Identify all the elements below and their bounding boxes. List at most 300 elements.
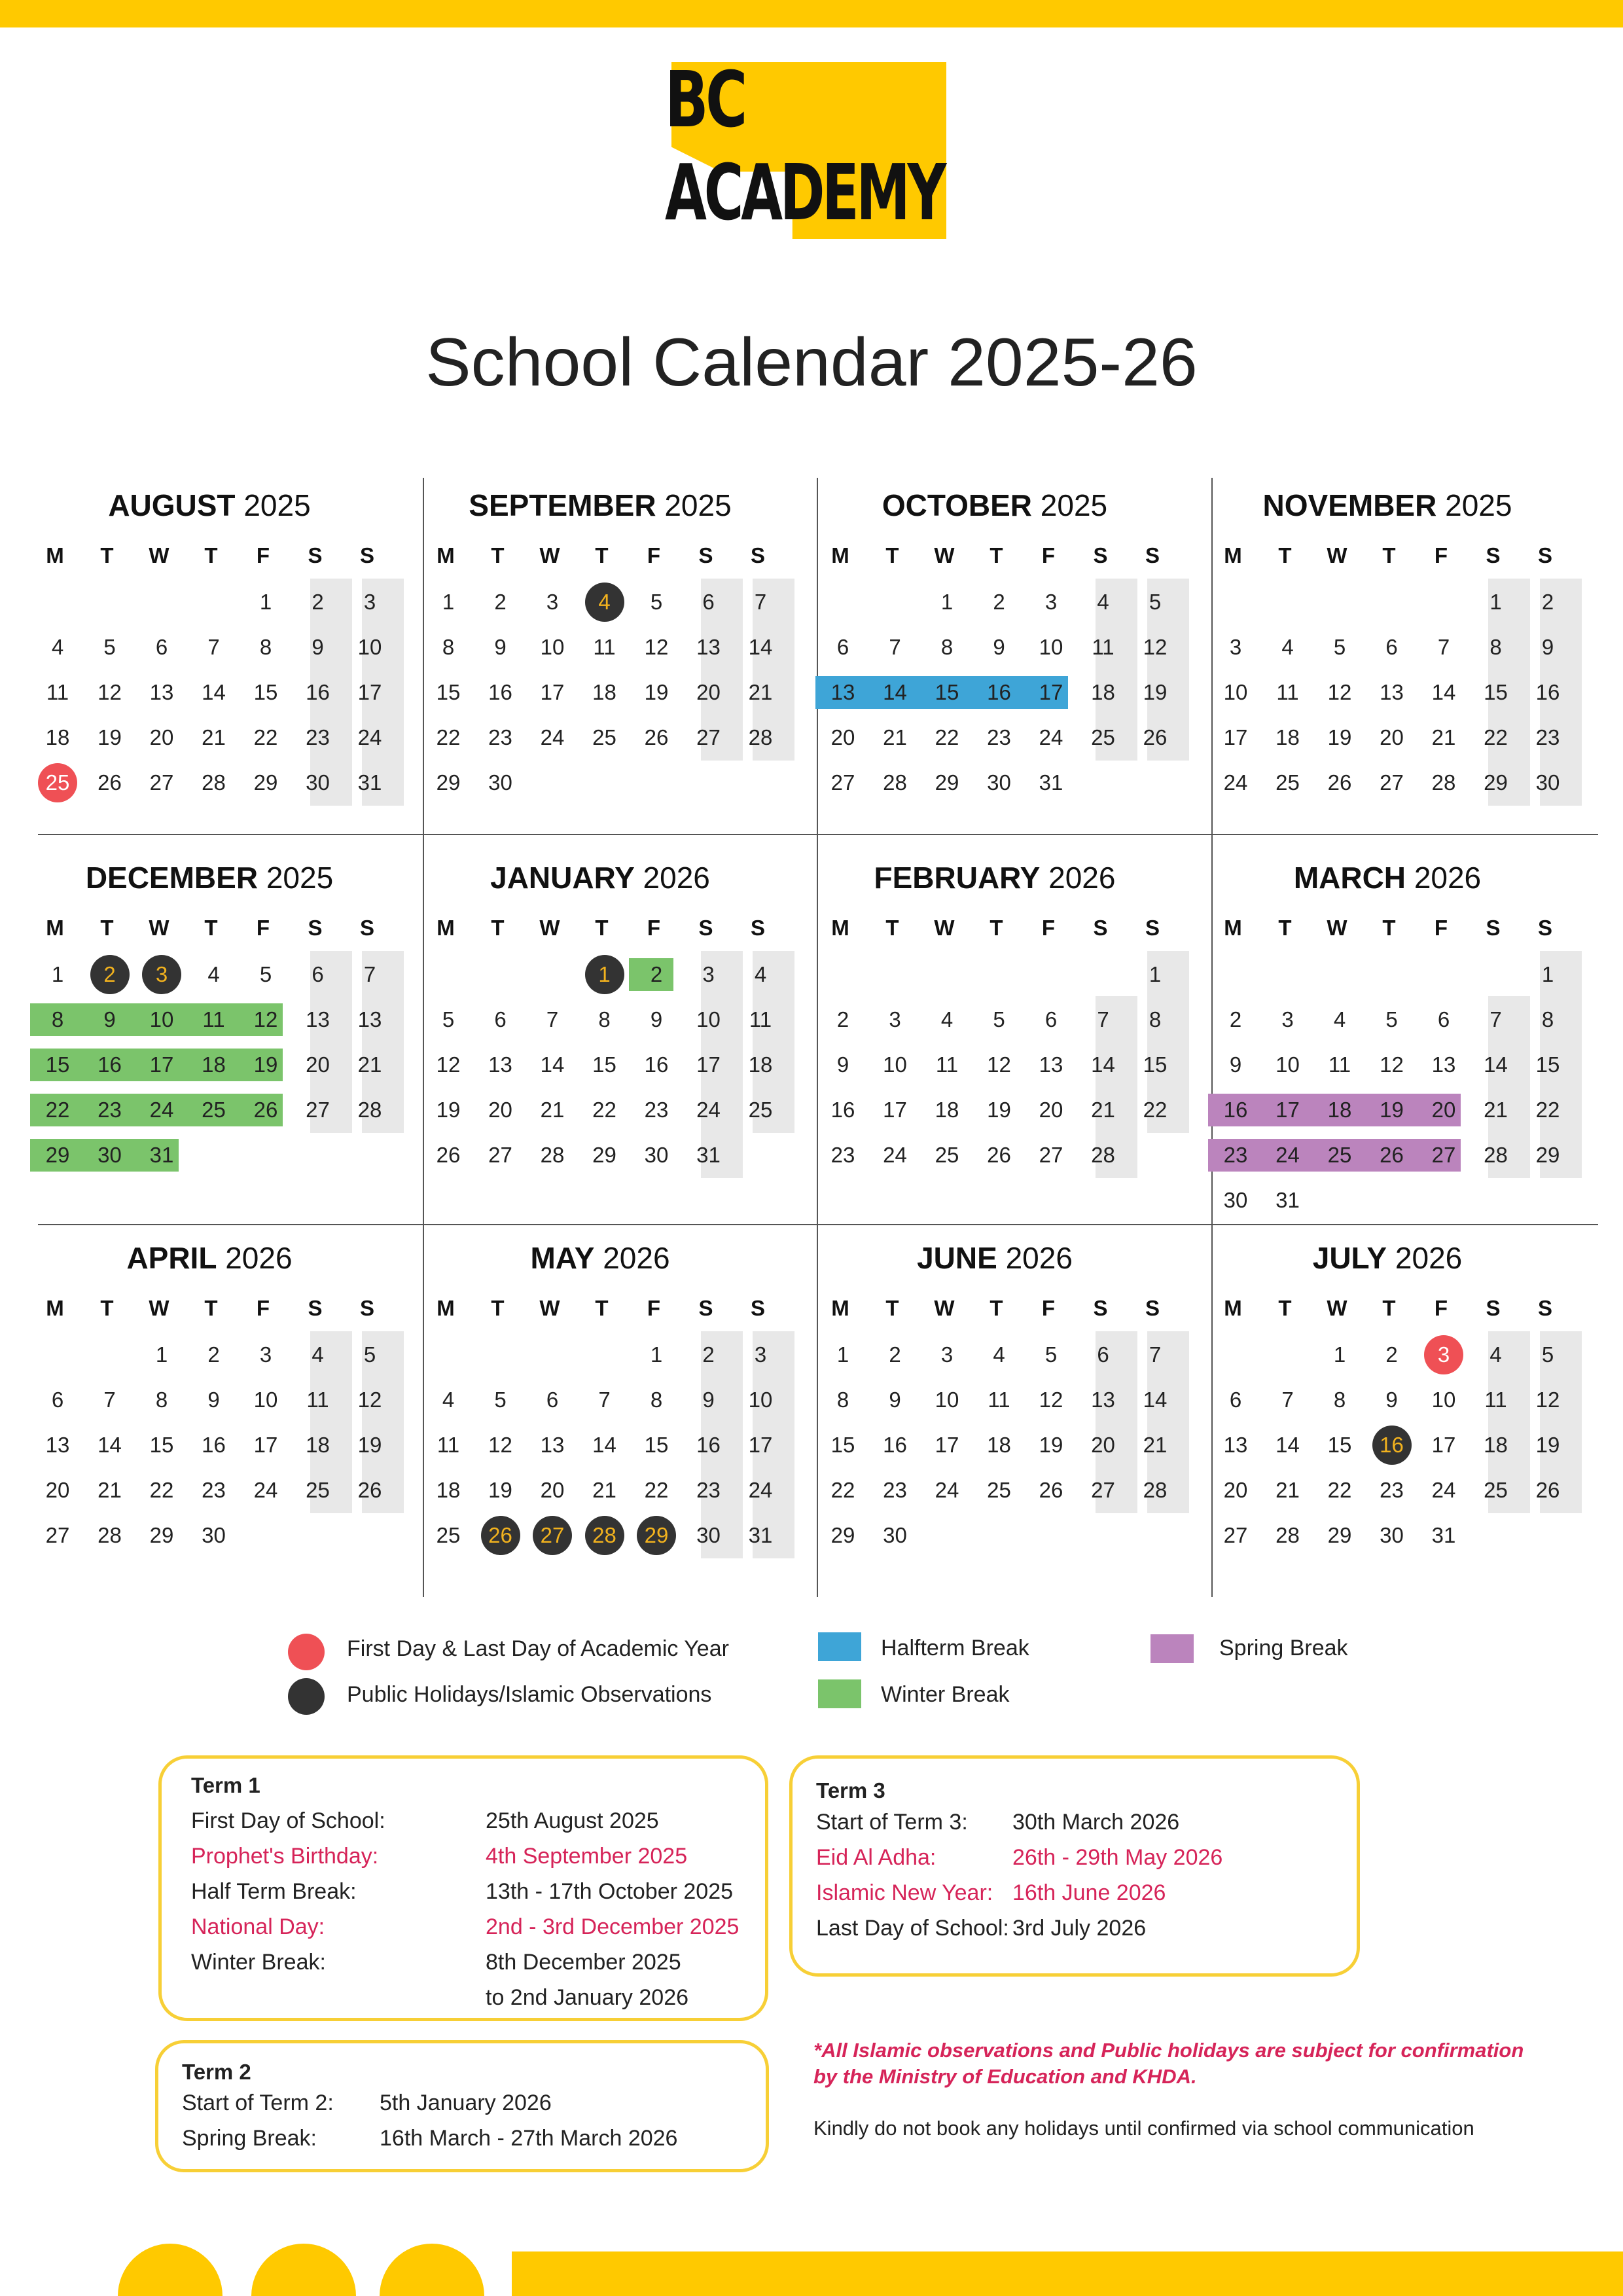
top-accent-bar bbox=[0, 0, 1623, 27]
day-cell: 29 bbox=[1535, 1143, 1560, 1167]
month-year: 2025 bbox=[664, 488, 732, 522]
weekday-label: T bbox=[491, 543, 505, 567]
day-cell: 31 bbox=[748, 1523, 773, 1547]
day-cell: 15 bbox=[830, 1433, 855, 1457]
day-cell: 20 bbox=[306, 1052, 330, 1077]
day-cell: 6 bbox=[1229, 1388, 1242, 1412]
weekday-label: S bbox=[1145, 543, 1160, 567]
weekday-label: S bbox=[698, 543, 713, 567]
day-cell: 3 bbox=[1229, 635, 1242, 659]
day-cell: 21 bbox=[1091, 1098, 1115, 1122]
day-cell: 15 bbox=[1484, 680, 1508, 704]
day-cell: 2 bbox=[650, 962, 663, 986]
day-cell: 24 bbox=[883, 1143, 907, 1167]
day-cell: 20 bbox=[830, 725, 855, 749]
day-cell: 3 bbox=[546, 590, 559, 614]
day-cell: 23 bbox=[1223, 1143, 1248, 1167]
day-cell: 16 bbox=[830, 1098, 855, 1122]
weekday-label: S bbox=[308, 916, 323, 940]
month-year-gap bbox=[236, 488, 244, 522]
day-cell: 26 bbox=[98, 770, 122, 795]
day-cell: 5 bbox=[363, 1342, 376, 1367]
day-cell: 20 bbox=[1431, 1098, 1456, 1122]
weekday-label: W bbox=[1327, 1296, 1347, 1320]
term1-row-value: 2nd - 3rd December 2025 bbox=[486, 1914, 740, 1939]
day-cell: 12 bbox=[253, 1007, 278, 1031]
day-cell: 27 bbox=[1223, 1523, 1248, 1547]
day-cell: 20 bbox=[1380, 725, 1404, 749]
day-cell: 7 bbox=[546, 1007, 559, 1031]
month-year: 2026 bbox=[1048, 861, 1116, 895]
day-cell: 3 bbox=[702, 962, 715, 986]
day-cell: 7 bbox=[889, 635, 901, 659]
day-cell: 25 bbox=[987, 1478, 1011, 1502]
day-cell: 3 bbox=[1437, 1342, 1450, 1367]
day-cell: 14 bbox=[1431, 680, 1456, 704]
day-cell: 16 bbox=[696, 1433, 721, 1457]
day-cell: 8 bbox=[259, 635, 272, 659]
day-cell: 13 bbox=[1091, 1388, 1115, 1412]
weekday-label: M bbox=[437, 916, 455, 940]
day-cell: 10 bbox=[149, 1007, 174, 1031]
day-cell: 5 bbox=[1333, 635, 1346, 659]
weekday-label: W bbox=[149, 1296, 169, 1320]
day-cell: 12 bbox=[1380, 1052, 1404, 1077]
month-name: AUGUST bbox=[108, 488, 236, 522]
weekday-label: W bbox=[149, 916, 169, 940]
weekday-label: M bbox=[1224, 543, 1242, 567]
day-cell: 2 bbox=[1541, 590, 1554, 614]
day-cell: 17 bbox=[935, 1433, 959, 1457]
month-july bbox=[1204, 1240, 1571, 1607]
month-title bbox=[417, 860, 783, 895]
day-cell: 12 bbox=[1327, 680, 1352, 704]
weekday-label: F bbox=[1434, 916, 1448, 940]
day-cell: 19 bbox=[1535, 1433, 1560, 1457]
month-title bbox=[1204, 1240, 1571, 1276]
day-cell: 11 bbox=[749, 1007, 772, 1031]
month-year-gap bbox=[1032, 488, 1041, 522]
day-cell: 10 bbox=[540, 635, 565, 659]
day-cell: 14 bbox=[98, 1433, 122, 1457]
day-cell: 23 bbox=[202, 1478, 226, 1502]
day-cell: 26 bbox=[1380, 1143, 1404, 1167]
weekday-label: M bbox=[437, 543, 455, 567]
day-cell: 31 bbox=[1431, 1523, 1456, 1547]
weekday-label: S bbox=[1486, 543, 1501, 567]
day-cell: 5 bbox=[1385, 1007, 1398, 1031]
day-cell: 21 bbox=[1275, 1478, 1300, 1502]
day-cell: 16 bbox=[987, 680, 1011, 704]
day-cell: 8 bbox=[1149, 1007, 1162, 1031]
term3-row-label: Last Day of School: bbox=[816, 1916, 1009, 1941]
term1-row-label: First Day of School: bbox=[191, 1808, 385, 1833]
weekday-label: M bbox=[437, 1296, 455, 1320]
day-cell: 27 bbox=[830, 770, 855, 795]
day-cell: 12 bbox=[98, 680, 122, 704]
day-cell: 6 bbox=[702, 590, 715, 614]
day-cell: 18 bbox=[987, 1433, 1011, 1457]
weekday-label: S bbox=[1093, 916, 1108, 940]
day-cell: 1 bbox=[598, 962, 611, 986]
day-cell: 23 bbox=[1535, 725, 1560, 749]
term3-title: Term 3 bbox=[816, 1778, 885, 1803]
day-cell: 19 bbox=[1143, 680, 1168, 704]
legend-spring-label: Spring Break bbox=[1219, 1636, 1348, 1660]
month-year: 2026 bbox=[1005, 1241, 1073, 1275]
day-cell: 30 bbox=[883, 1523, 907, 1547]
day-cell: 26 bbox=[253, 1098, 278, 1122]
term3-row-label: Start of Term 3: bbox=[816, 1810, 968, 1835]
weekday-label: T bbox=[204, 1296, 218, 1320]
day-cell: 21 bbox=[357, 1052, 382, 1077]
day-cell: 2 bbox=[207, 1342, 220, 1367]
day-cell: 28 bbox=[540, 1143, 565, 1167]
day-cell: 22 bbox=[1143, 1098, 1168, 1122]
day-cell: 9 bbox=[702, 1388, 715, 1412]
weekday-label: M bbox=[46, 916, 64, 940]
day-cell: 15 bbox=[935, 680, 959, 704]
day-cell: 4 bbox=[1281, 635, 1294, 659]
day-cell: 16 bbox=[306, 680, 330, 704]
day-cell: 6 bbox=[836, 635, 849, 659]
month-october bbox=[812, 488, 1178, 854]
weekday-label: T bbox=[1278, 543, 1292, 567]
month-name: DECEMBER bbox=[85, 861, 259, 895]
day-cell: 24 bbox=[540, 725, 565, 749]
term1-row-value: 4th September 2025 bbox=[486, 1844, 688, 1869]
day-cell: 2 bbox=[312, 590, 324, 614]
page-title: School Calendar 2025-26 bbox=[425, 325, 1198, 401]
day-cell: 25 bbox=[1484, 1478, 1508, 1502]
day-cell: 24 bbox=[1223, 770, 1248, 795]
day-cell: 6 bbox=[312, 962, 324, 986]
day-cell: 9 bbox=[207, 1388, 220, 1412]
day-cell: 9 bbox=[889, 1388, 901, 1412]
day-cell: 20 bbox=[1091, 1433, 1115, 1457]
day-cell: 18 bbox=[748, 1052, 773, 1077]
day-cell: 28 bbox=[748, 725, 773, 749]
day-cell: 5 bbox=[103, 635, 116, 659]
day-cell: 14 bbox=[1275, 1433, 1300, 1457]
weekday-label: F bbox=[256, 1296, 270, 1320]
month-title bbox=[26, 1240, 393, 1276]
day-cell: 7 bbox=[1281, 1388, 1294, 1412]
day-cell: 9 bbox=[1385, 1388, 1398, 1412]
weekday-label: W bbox=[539, 543, 560, 567]
day-cell: 17 bbox=[883, 1098, 907, 1122]
day-cell: 9 bbox=[836, 1052, 849, 1077]
weekday-label: W bbox=[149, 543, 169, 567]
day-cell: 27 bbox=[306, 1098, 330, 1122]
month-name: JANUARY bbox=[490, 861, 635, 895]
weekday-label: S bbox=[1145, 1296, 1160, 1320]
day-cell: 26 bbox=[1039, 1478, 1063, 1502]
day-cell: 23 bbox=[98, 1098, 122, 1122]
day-cell: 21 bbox=[1484, 1098, 1508, 1122]
day-cell: 25 bbox=[935, 1143, 959, 1167]
day-cell: 12 bbox=[987, 1052, 1011, 1077]
month-august bbox=[26, 488, 393, 854]
day-cell: 12 bbox=[357, 1388, 382, 1412]
day-cell: 10 bbox=[1431, 1388, 1456, 1412]
day-cell: 1 bbox=[51, 962, 64, 986]
day-cell: 15 bbox=[592, 1052, 616, 1077]
day-cell: 21 bbox=[202, 725, 226, 749]
legend-winter-label: Winter Break bbox=[881, 1682, 1010, 1707]
month-april bbox=[26, 1240, 393, 1607]
bottom-accent-bar bbox=[512, 2251, 1623, 2296]
day-cell: 26 bbox=[1535, 1478, 1560, 1502]
day-cell: 6 bbox=[155, 635, 168, 659]
day-cell: 1 bbox=[650, 1342, 663, 1367]
day-cell: 2 bbox=[1229, 1007, 1242, 1031]
day-cell: 22 bbox=[644, 1478, 669, 1502]
day-cell: 27 bbox=[149, 770, 174, 795]
day-cell: 11 bbox=[46, 680, 69, 704]
day-cell: 4 bbox=[312, 1342, 324, 1367]
day-cell: 15 bbox=[253, 680, 278, 704]
term3-row-value: 3rd July 2026 bbox=[1012, 1916, 1147, 1941]
day-cell: 7 bbox=[207, 635, 220, 659]
day-cell: 30 bbox=[306, 770, 330, 795]
day-cell: 16 bbox=[488, 680, 512, 704]
day-cell: 15 bbox=[644, 1433, 669, 1457]
weekday-label: T bbox=[1382, 916, 1396, 940]
day-cell: 7 bbox=[1489, 1007, 1502, 1031]
decorative-circle-1 bbox=[118, 2244, 223, 2296]
month-year-gap bbox=[1436, 488, 1445, 522]
day-cell: 1 bbox=[836, 1342, 849, 1367]
day-cell: 21 bbox=[592, 1478, 616, 1502]
term3-row-value: 16th June 2026 bbox=[1012, 1880, 1166, 1905]
month-title bbox=[1204, 860, 1571, 895]
month-year-gap bbox=[1406, 861, 1414, 895]
weekday-label: S bbox=[750, 543, 765, 567]
day-cell: 12 bbox=[488, 1433, 512, 1457]
day-cell: 8 bbox=[1541, 1007, 1554, 1031]
weekday-label: F bbox=[1041, 543, 1056, 567]
day-cell: 14 bbox=[1091, 1052, 1115, 1077]
day-cell: 31 bbox=[149, 1143, 174, 1167]
day-cell: 12 bbox=[1039, 1388, 1063, 1412]
day-cell: 26 bbox=[436, 1143, 461, 1167]
weekday-label: S bbox=[698, 916, 713, 940]
day-cell: 17 bbox=[748, 1433, 773, 1457]
weekday-label: S bbox=[698, 1296, 713, 1320]
weekday-label: S bbox=[308, 1296, 323, 1320]
weekday-label: W bbox=[934, 1296, 955, 1320]
day-cell: 8 bbox=[598, 1007, 611, 1031]
weekday-label: S bbox=[1093, 1296, 1108, 1320]
day-cell: 24 bbox=[357, 725, 382, 749]
month-year-gap bbox=[656, 488, 665, 522]
weekday-label: T bbox=[100, 916, 114, 940]
day-cell: 17 bbox=[1275, 1098, 1300, 1122]
day-cell: 12 bbox=[644, 635, 669, 659]
month-year-gap bbox=[1387, 1241, 1395, 1275]
month-name: APRIL bbox=[126, 1241, 217, 1275]
day-cell: 17 bbox=[357, 680, 382, 704]
day-cell: 9 bbox=[650, 1007, 663, 1031]
day-cell: 22 bbox=[149, 1478, 174, 1502]
day-cell: 10 bbox=[696, 1007, 721, 1031]
day-cell: 22 bbox=[45, 1098, 70, 1122]
day-cell: 7 bbox=[363, 962, 376, 986]
month-june bbox=[812, 1240, 1178, 1607]
day-cell: 14 bbox=[883, 680, 907, 704]
day-cell: 18 bbox=[1091, 680, 1115, 704]
day-cell: 4 bbox=[993, 1342, 1005, 1367]
weekday-label: F bbox=[647, 543, 661, 567]
day-cell: 22 bbox=[1484, 725, 1508, 749]
day-cell: 5 bbox=[442, 1007, 455, 1031]
month-year-gap bbox=[1040, 861, 1048, 895]
day-cell: 8 bbox=[442, 635, 455, 659]
day-cell: 3 bbox=[940, 1342, 954, 1367]
month-title bbox=[417, 488, 783, 523]
day-cell: 18 bbox=[1484, 1433, 1508, 1457]
day-cell: 27 bbox=[1039, 1143, 1063, 1167]
day-cell: 11 bbox=[935, 1052, 959, 1077]
day-cell: 25 bbox=[436, 1523, 461, 1547]
weekday-label: W bbox=[1327, 543, 1347, 567]
day-cell: 22 bbox=[1535, 1098, 1560, 1122]
day-cell: 2 bbox=[702, 1342, 715, 1367]
day-cell: 5 bbox=[993, 1007, 1005, 1031]
day-cell: 2 bbox=[993, 590, 1005, 614]
day-cell: 14 bbox=[540, 1052, 565, 1077]
day-cell: 30 bbox=[1380, 1523, 1404, 1547]
day-cell: 25 bbox=[592, 725, 616, 749]
weekday-label: T bbox=[990, 543, 1003, 567]
weekday-label: W bbox=[539, 916, 560, 940]
day-cell: 21 bbox=[748, 680, 773, 704]
day-cell: 31 bbox=[1275, 1188, 1300, 1212]
day-cell: 23 bbox=[883, 1478, 907, 1502]
day-cell: 18 bbox=[306, 1433, 330, 1457]
decorative-circle-3 bbox=[380, 2244, 484, 2296]
term1-row-value: 13th - 17th October 2025 bbox=[486, 1879, 734, 1904]
month-title bbox=[812, 860, 1178, 895]
month-name: MARCH bbox=[1293, 861, 1406, 895]
day-cell: 24 bbox=[748, 1478, 773, 1502]
day-cell: 3 bbox=[1281, 1007, 1294, 1031]
day-cell: 4 bbox=[51, 635, 64, 659]
day-cell: 29 bbox=[644, 1523, 669, 1547]
day-cell: 9 bbox=[993, 635, 1005, 659]
day-cell: 27 bbox=[45, 1523, 70, 1547]
weekday-label: M bbox=[1224, 916, 1242, 940]
day-cell: 25 bbox=[1327, 1143, 1352, 1167]
day-cell: 2 bbox=[836, 1007, 849, 1031]
day-cell: 24 bbox=[1275, 1143, 1300, 1167]
weekday-label: F bbox=[1434, 1296, 1448, 1320]
month-year-gap bbox=[217, 1241, 225, 1275]
day-cell: 19 bbox=[644, 680, 669, 704]
day-cell: 28 bbox=[98, 1523, 122, 1547]
month-name: OCTOBER bbox=[882, 488, 1033, 522]
day-cell: 27 bbox=[696, 725, 721, 749]
day-cell: 30 bbox=[987, 770, 1011, 795]
weekday-label: S bbox=[359, 916, 374, 940]
day-cell: 28 bbox=[357, 1098, 382, 1122]
day-cell: 20 bbox=[1223, 1478, 1248, 1502]
day-cell: 17 bbox=[149, 1052, 174, 1077]
day-cell: 6 bbox=[1044, 1007, 1058, 1031]
day-cell: 5 bbox=[1044, 1342, 1058, 1367]
day-cell: 4 bbox=[207, 962, 220, 986]
day-cell: 15 bbox=[149, 1433, 174, 1457]
day-cell: 24 bbox=[935, 1478, 959, 1502]
day-cell: 18 bbox=[436, 1478, 461, 1502]
term2-box bbox=[155, 2040, 769, 2172]
month-year-gap bbox=[997, 1241, 1006, 1275]
day-cell: 17 bbox=[1431, 1433, 1456, 1457]
day-cell: 27 bbox=[540, 1523, 565, 1547]
month-name: NOVEMBER bbox=[1262, 488, 1437, 522]
day-cell: 25 bbox=[1275, 770, 1300, 795]
term1-row-value: to 2nd January 2026 bbox=[486, 1985, 689, 2010]
term3-row-label: Islamic New Year: bbox=[816, 1880, 993, 1905]
day-cell: 19 bbox=[357, 1433, 382, 1457]
day-cell: 30 bbox=[202, 1523, 226, 1547]
day-cell: 20 bbox=[1039, 1098, 1063, 1122]
day-cell: 7 bbox=[1149, 1342, 1162, 1367]
day-cell: 18 bbox=[592, 680, 616, 704]
month-may bbox=[417, 1240, 783, 1607]
term2-title: Term 2 bbox=[182, 2060, 251, 2084]
day-cell: 30 bbox=[1223, 1188, 1248, 1212]
day-cell: 11 bbox=[988, 1388, 1010, 1412]
day-cell: 15 bbox=[436, 680, 461, 704]
day-cell: 3 bbox=[1044, 590, 1058, 614]
day-cell: 28 bbox=[202, 770, 226, 795]
day-cell: 27 bbox=[1431, 1143, 1456, 1167]
weekday-label: S bbox=[1486, 916, 1501, 940]
day-cell: 30 bbox=[644, 1143, 669, 1167]
day-cell: 11 bbox=[1276, 680, 1299, 704]
day-cell: 19 bbox=[1327, 725, 1352, 749]
day-cell: 3 bbox=[259, 1342, 272, 1367]
weekday-label: S bbox=[1537, 543, 1552, 567]
weekday-label: T bbox=[1278, 916, 1292, 940]
day-cell: 25 bbox=[748, 1098, 773, 1122]
day-cell: 23 bbox=[696, 1478, 721, 1502]
day-cell: 21 bbox=[883, 725, 907, 749]
term3-row-value: 30th March 2026 bbox=[1012, 1810, 1180, 1835]
day-cell: 15 bbox=[1535, 1052, 1560, 1077]
day-cell: 20 bbox=[149, 725, 174, 749]
day-cell: 14 bbox=[748, 635, 773, 659]
day-cell: 23 bbox=[306, 725, 330, 749]
weekday-label: T bbox=[990, 916, 1003, 940]
day-cell: 21 bbox=[1143, 1433, 1168, 1457]
day-cell: 3 bbox=[155, 962, 168, 986]
day-cell: 16 bbox=[1380, 1433, 1404, 1457]
weekday-label: F bbox=[1041, 916, 1056, 940]
day-cell: 7 bbox=[754, 590, 767, 614]
day-cell: 28 bbox=[1431, 770, 1456, 795]
day-cell: 19 bbox=[1380, 1098, 1404, 1122]
month-year: 2026 bbox=[1414, 861, 1482, 895]
weekday-label: M bbox=[831, 543, 849, 567]
weekday-label: S bbox=[359, 1296, 374, 1320]
day-cell: 1 bbox=[940, 590, 954, 614]
weekday-label: T bbox=[204, 916, 218, 940]
decorative-circle-2 bbox=[251, 2244, 356, 2296]
day-cell: 9 bbox=[1541, 635, 1554, 659]
